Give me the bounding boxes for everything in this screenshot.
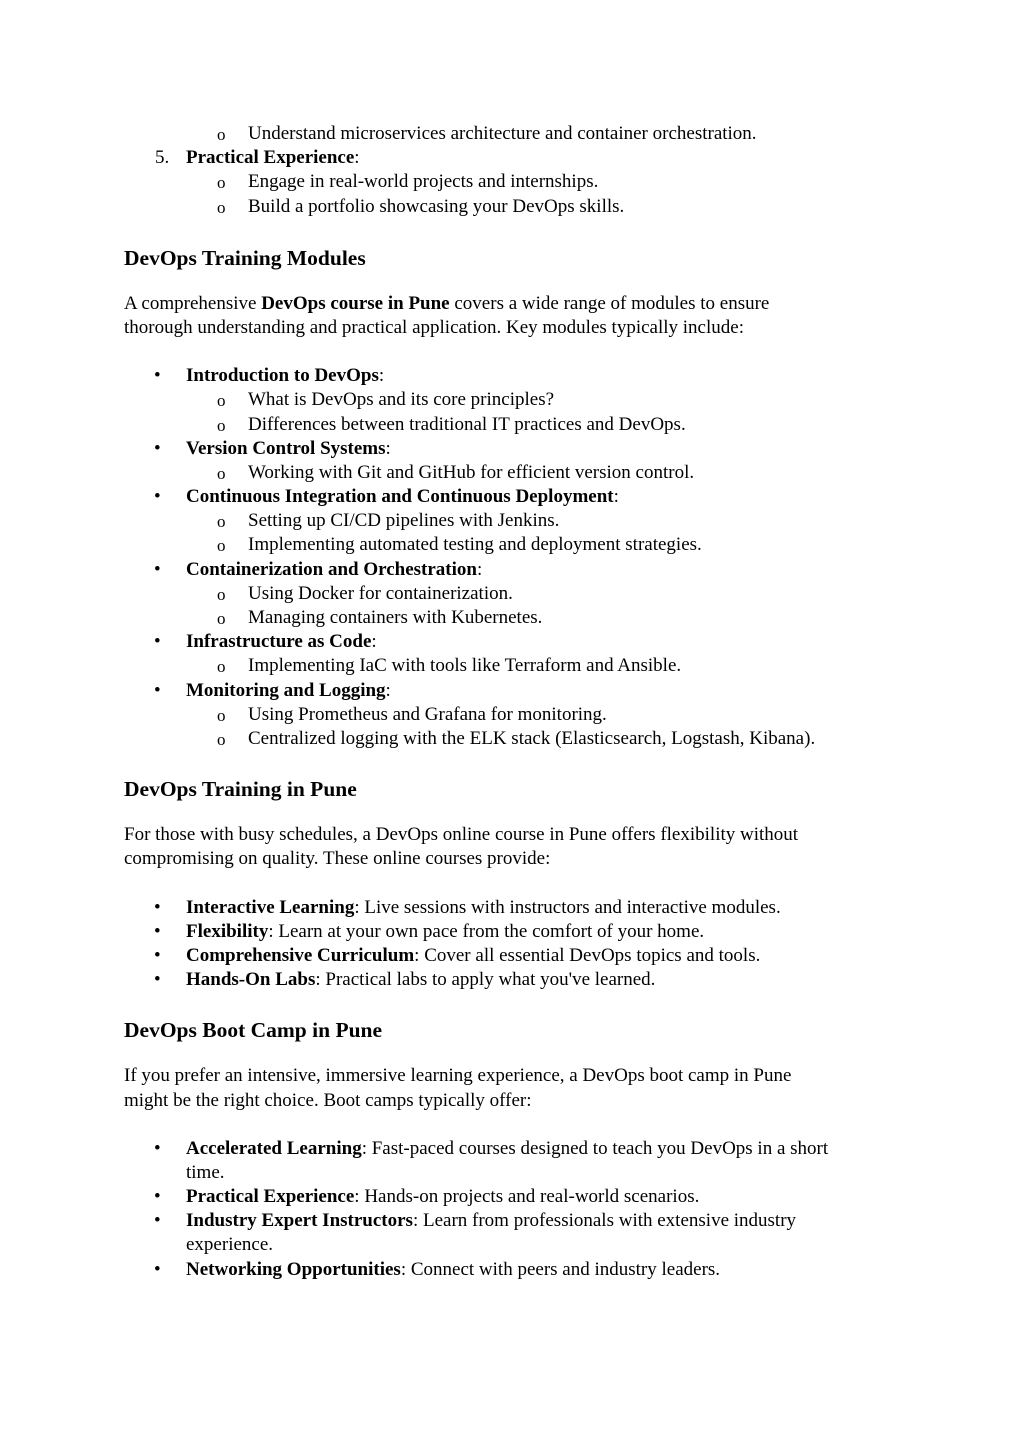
sub-bullet-marker: o [217, 173, 226, 193]
sub-item-text: Implementing automated testing and deployment strategies. [248, 534, 702, 556]
intro-text: If you prefer an intensive, immersive learning experience, a DevOps boot camp in Pune [124, 1065, 792, 1087]
sub-bullet-marker: o [217, 705, 226, 725]
sub-item-text: Centralized logging with the ELK stack (Elasticsearch, Logstash, Kibana). [248, 727, 816, 749]
bullet-marker: • [154, 920, 161, 942]
sub-item-text: Using Docker for containerization. [248, 582, 513, 604]
sub-bullet-marker: o [217, 609, 226, 629]
sub-bullet-marker: o [217, 729, 226, 749]
sub-list-item [0, 533, 1024, 557]
sub-bullet-marker: o [217, 536, 226, 556]
bootcamp-item [0, 1137, 1024, 1161]
item-desc: : Fast-paced courses designed to teach you DevOps in a short [361, 1137, 829, 1159]
sub-bullet-marker: o [217, 415, 226, 435]
intro-bold-text: DevOps course in Pune [261, 292, 450, 314]
bullet-marker: • [154, 896, 161, 918]
module-title: Version Control Systems: [186, 437, 391, 459]
module-title-bold: Infrastructure as Code [186, 631, 372, 653]
item-desc: : Learn at your own pace from the comfort of your home. [268, 920, 705, 942]
bullet-marker: • [154, 631, 161, 653]
module-item [0, 364, 1024, 388]
sub-bullet-marker: o [217, 197, 226, 217]
item-title: Flexibility [186, 920, 269, 942]
item-desc: : Connect with peers and industry leaders. [400, 1258, 721, 1280]
training-intro [124, 823, 904, 871]
module-title-bold: Containerization and Orchestration [186, 558, 477, 580]
numbered-list-item [0, 146, 1024, 170]
sub-item-text: Setting up CI/CD pipelines with Jenkins. [248, 510, 560, 532]
module-item [0, 485, 1024, 509]
module-title: Continuous Integration and Continuous Deployment: [186, 486, 619, 508]
bullet-marker: • [154, 1210, 161, 1232]
item-desc: : Live sessions with instructors and interactive modules. [354, 896, 781, 918]
sub-item-text: Managing containers with Kubernetes. [248, 607, 543, 629]
bullet-marker: • [154, 437, 161, 459]
training-item [0, 920, 1024, 944]
module-title: Containerization and Orchestration: [186, 558, 483, 580]
bootcamp-item [0, 1258, 1024, 1282]
intro-text: compromising on quality. These online courses provide: [124, 848, 551, 870]
module-title-bold: Version Control Systems [186, 437, 386, 459]
bootcamp-item-continuation [0, 1161, 1024, 1185]
training-item-text [186, 896, 781, 920]
intro-text: thorough understanding and practical application. Key modules typically include: [124, 316, 744, 338]
module-title-bold: Introduction to DevOps [186, 365, 379, 387]
training-item-text [186, 920, 704, 944]
module-item [0, 679, 1024, 703]
training-item [0, 944, 1024, 968]
module-item [0, 558, 1024, 582]
item-title: Interactive Learning [186, 896, 355, 918]
item-title: Practical Experience [186, 147, 355, 169]
sub-item-text: What is DevOps and its core principles? [248, 389, 555, 411]
sub-bullet-marker: o [217, 584, 226, 604]
module-title-bold: Monitoring and Logging [186, 679, 386, 701]
item-desc-continuation: time. [186, 1161, 225, 1183]
bullet-marker: • [154, 486, 161, 508]
training-item [0, 896, 1024, 920]
sub-item-text: Using Prometheus and Grafana for monitoring. [248, 703, 607, 725]
sub-list-item [0, 461, 1024, 485]
sub-list-item [0, 388, 1024, 412]
item-colon: : [354, 147, 360, 169]
item-desc: : Hands-on projects and real-world scenarios. [354, 1186, 700, 1208]
bootcamp-intro [124, 1064, 904, 1112]
bootcamp-item-text [186, 1258, 720, 1282]
bootcamp-item [0, 1185, 1024, 1209]
sub-item-text: Differences between traditional IT practices and DevOps. [248, 413, 686, 435]
sub-item-text: Understand microservices architecture and container orchestration. [248, 123, 757, 144]
bootcamp-item-text [186, 1185, 699, 1209]
sub-item-text: Implementing IaC with tools like Terraform and Ansible. [248, 655, 682, 677]
section-heading-training: DevOps Training in Pune [124, 777, 357, 802]
item-desc: : Learn from professionals with extensive industry [412, 1210, 797, 1232]
module-item [0, 437, 1024, 461]
section-heading-bootcamp: DevOps Boot Camp in Pune [124, 1018, 383, 1043]
bullet-marker: • [154, 1137, 161, 1159]
bootcamp-item-text [186, 1209, 796, 1233]
module-title: Introduction to DevOps: [186, 365, 385, 387]
sub-list-item [0, 582, 1024, 606]
module-title: Monitoring and Logging: [186, 679, 391, 701]
sub-list-item [0, 606, 1024, 630]
sub-list-item [0, 170, 1024, 194]
sub-list-item [0, 703, 1024, 727]
bullet-marker: • [154, 679, 161, 701]
sub-list-item [0, 509, 1024, 533]
numbered-item-text [186, 146, 360, 170]
bullet-marker: • [154, 558, 161, 580]
item-title: Industry Expert Instructors [186, 1210, 413, 1232]
bootcamp-item-text [186, 1137, 828, 1161]
item-desc: : Cover all essential DevOps topics and tools. [414, 944, 761, 966]
sub-bullet-marker: o [217, 125, 226, 144]
item-title: Practical Experience [186, 1186, 355, 1208]
list-number: 5. [155, 147, 170, 169]
training-item-text [186, 968, 655, 992]
sub-list-item [0, 195, 1024, 219]
bullet-marker: • [154, 1186, 161, 1208]
sub-list-item [0, 654, 1024, 678]
sub-bullet-marker: o [217, 391, 226, 411]
bootcamp-item [0, 1209, 1024, 1233]
bullet-marker: • [154, 944, 161, 966]
sub-item-text: Build a portfolio showcasing your DevOps skills. [248, 195, 625, 217]
training-item [0, 968, 1024, 992]
sub-bullet-marker: o [217, 657, 226, 677]
intro-text: A comprehensive [124, 292, 262, 314]
item-title: Hands-On Labs [186, 969, 316, 991]
bullet-marker: • [154, 365, 161, 387]
training-item-text [186, 944, 760, 968]
item-title: Comprehensive Curriculum [186, 944, 415, 966]
item-title: Accelerated Learning [186, 1137, 362, 1159]
sub-bullet-marker: o [217, 512, 226, 532]
sub-item-text: Engage in real-world projects and internships. [248, 171, 599, 193]
intro-text: covers a wide range of modules to ensure [449, 292, 770, 314]
sub-list-item [0, 122, 1024, 146]
item-title: Networking Opportunities [186, 1258, 401, 1280]
sub-list-item [0, 413, 1024, 437]
intro-text: might be the right choice. Boot camps typically offer: [124, 1089, 532, 1111]
section-heading-modules: DevOps Training Modules [124, 245, 366, 270]
item-desc: : Practical labs to apply what you've learned. [315, 969, 656, 991]
document-page [0, 122, 1024, 1282]
module-title-bold: Continuous Integration and Continuous Deployment [186, 486, 614, 508]
module-item [0, 630, 1024, 654]
modules-intro [124, 292, 904, 340]
intro-text: For those with busy schedules, a DevOps online course in Pune offers flexibility without [124, 824, 799, 846]
module-title: Infrastructure as Code: [186, 631, 377, 653]
bootcamp-item-continuation [0, 1233, 1024, 1257]
sub-bullet-marker: o [217, 463, 226, 483]
item-desc-continuation: experience. [186, 1234, 274, 1256]
bullet-marker: • [154, 969, 161, 991]
sub-item-text: Working with Git and GitHub for efficient version control. [248, 461, 695, 483]
sub-list-item [0, 727, 1024, 751]
bullet-marker: • [154, 1258, 161, 1280]
